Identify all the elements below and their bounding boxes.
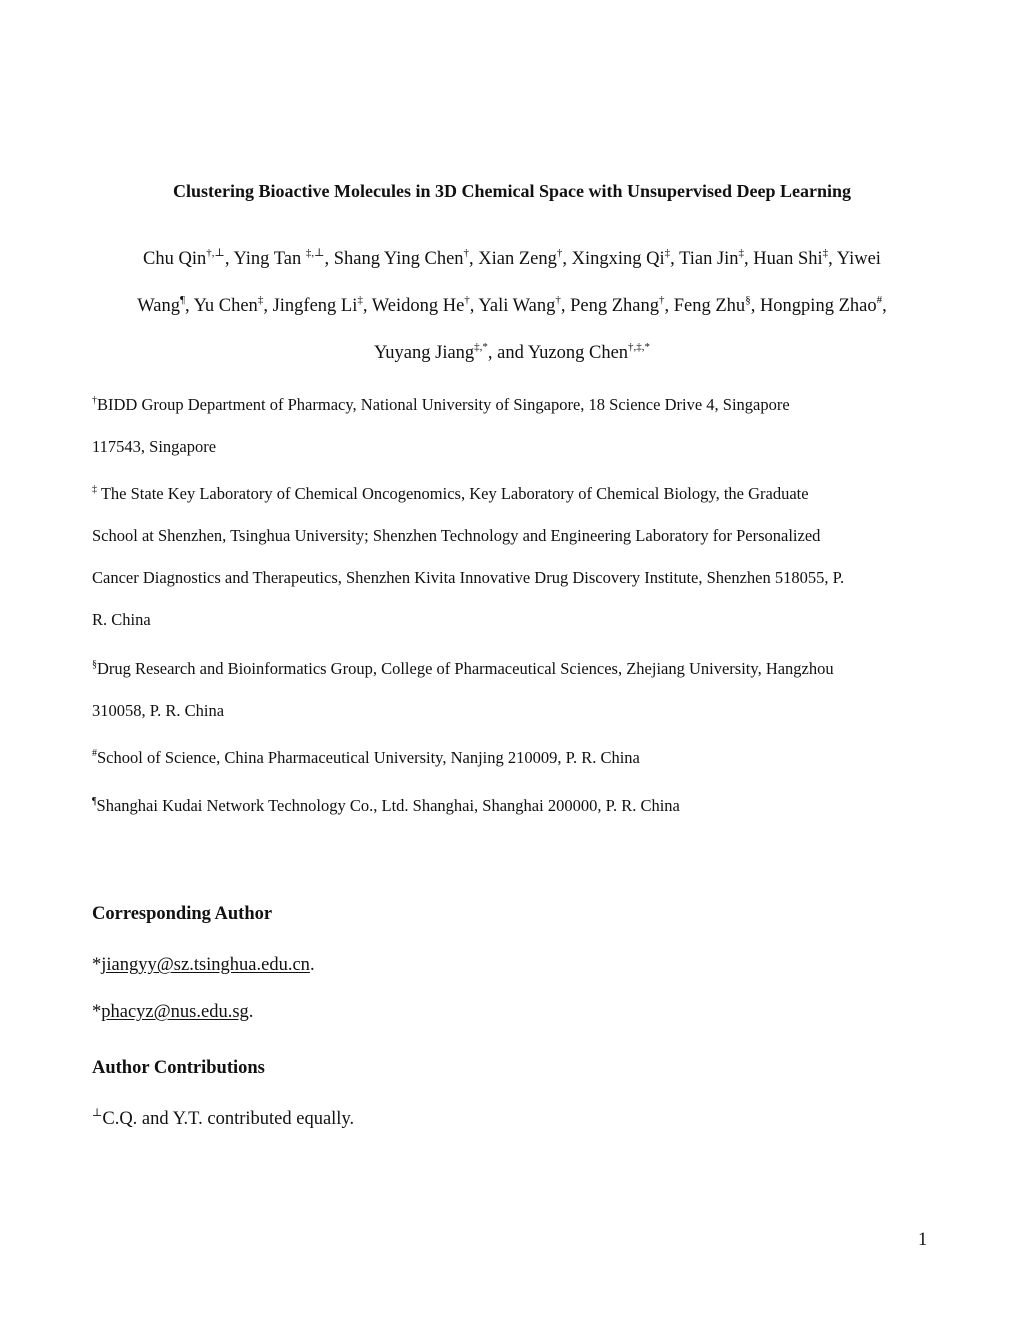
- author-name: Xian Zeng: [478, 249, 557, 269]
- paper-title: Clustering Bioactive Molecules in 3D Chemical Space with Unsupervised Deep Learning: [173, 181, 851, 201]
- affiliation-mark: ¶: [92, 795, 97, 807]
- affiliation-line: [92, 737, 937, 779]
- author-affiliation-mark: ‡,*: [474, 340, 488, 353]
- author-affiliation-mark: ‡: [738, 246, 745, 259]
- affiliation-line: R. China: [92, 610, 151, 629]
- author-name: Weidong He: [371, 296, 465, 316]
- author-name: Shang Ying Chen: [333, 249, 464, 269]
- affiliation-text: School of Science, China Pharmaceutical University, Nanjing 210009, P. R. China: [97, 748, 640, 767]
- affiliation-zhejiang: [92, 648, 937, 732]
- affiliation-nus: [92, 384, 937, 468]
- author-separator: ,: [750, 296, 760, 316]
- author-name: Yuzong Chen: [527, 343, 629, 363]
- affiliation-text: Shanghai Kudai Network Technology Co., Ltd. Shanghai, Shanghai 200000, P. R. China: [96, 796, 680, 815]
- author-name: Huan Shi: [753, 249, 823, 269]
- affiliation-cpu: [92, 737, 937, 779]
- author-line-3: [92, 330, 932, 377]
- email-link[interactable]: phacyz@nus.edu.sg: [101, 1002, 249, 1022]
- affiliation-line: Cancer Diagnostics and Therapeutics, Shenzhen Kivita Innovative Drug Discovery Institute, Shenzhen 518055, P.: [92, 568, 845, 587]
- email-suffix: .: [309, 955, 315, 975]
- author-affiliation-mark: #: [876, 293, 883, 306]
- author-separator: ,: [744, 249, 754, 269]
- author-name: Jingfeng Li: [272, 296, 358, 316]
- affiliation-text: The State Key Laboratory of Chemical Oncogenomics, Key Laboratory of Chemical Biology, the Graduate: [97, 484, 809, 503]
- author-name: Hongping Zhao: [759, 296, 877, 316]
- author-affiliation-mark: †: [659, 293, 665, 306]
- affiliation-line: [92, 648, 937, 690]
- affiliation-kudai: [92, 785, 937, 827]
- affiliation-mark: §: [92, 658, 97, 670]
- author-separator: ,: [469, 296, 479, 316]
- author-affiliation-mark: ‡: [664, 246, 671, 259]
- author-separator: , Yiwei: [828, 249, 881, 269]
- contribution-mark: ⊥: [92, 1106, 103, 1119]
- author-affiliation-mark: †: [555, 293, 561, 306]
- affiliation-line: [92, 473, 937, 515]
- author-affiliation-mark: †: [463, 246, 470, 259]
- affiliation-line: 310058, P. R. China: [92, 701, 225, 720]
- author-separator: ,: [664, 296, 674, 316]
- author-name: Ying Tan: [233, 249, 306, 269]
- author-affiliation-mark: †,⊥: [206, 246, 225, 259]
- author-separator: ,: [469, 249, 479, 269]
- author-affiliation-mark: ‡: [357, 293, 363, 306]
- author-affiliation-mark: §: [745, 293, 751, 306]
- author-affiliation-mark: ‡: [822, 246, 829, 259]
- corresponding-author-heading: Corresponding Author: [92, 904, 273, 924]
- author-list: [92, 236, 932, 377]
- author-name: Wang: [137, 296, 180, 316]
- author-separator: ,: [324, 249, 334, 269]
- affiliation-line: 117543, Singapore: [92, 437, 217, 456]
- author-affiliation-mark: †,‡,*: [628, 340, 651, 353]
- author-name: Xingxing Qi: [571, 249, 665, 269]
- author-contributions-heading: Author Contributions: [92, 1058, 265, 1078]
- author-separator: ,: [224, 249, 234, 269]
- email-line: [92, 1000, 253, 1024]
- email-link[interactable]: jiangyy@sz.tsinghua.edu.cn: [101, 955, 310, 975]
- author-separator: ,: [670, 249, 680, 269]
- author-name: Peng Zhang: [570, 296, 659, 316]
- affiliation-text: BIDD Group Department of Pharmacy, National University of Singapore, 18 Science Drive 4, Singapore: [97, 395, 790, 414]
- affiliation-line: School at Shenzhen, Tsinghua University; Shenzhen Technology and Engineering Laboratory for Personalized: [92, 526, 821, 545]
- author-affiliation-mark: ‡: [257, 293, 264, 306]
- author-name: Chu Qin: [143, 249, 207, 269]
- author-name: Yali Wang: [478, 296, 556, 316]
- author-name: Feng Zhu: [673, 296, 746, 316]
- page-number: 1: [918, 1230, 928, 1250]
- author-separator: ,: [263, 296, 273, 316]
- author-affiliation-mark: ¶: [180, 293, 185, 306]
- affiliation-mark: #: [92, 747, 97, 759]
- author-separator: ,: [362, 296, 372, 316]
- author-affiliation-mark: ‡,⊥: [305, 246, 325, 259]
- author-separator: ,: [882, 296, 887, 316]
- author-name: Tian Jin: [679, 249, 739, 269]
- email-suffix: .: [248, 1002, 254, 1022]
- affiliation-text: Drug Research and Bioinformatics Group, College of Pharmaceutical Sciences, Zhejiang University, Hangzhou: [97, 659, 834, 678]
- affiliation-tsinghua: [92, 473, 937, 641]
- affiliation-mark: ‡: [92, 483, 97, 495]
- author-line-2: [92, 283, 932, 330]
- author-name: Yuyang Jiang: [373, 343, 475, 363]
- author-separator: ,: [184, 296, 194, 316]
- author-separator: ,: [560, 296, 571, 316]
- affiliation-line: [92, 384, 937, 426]
- contribution-text: C.Q. and Y.T. contributed equally.: [102, 1109, 355, 1129]
- author-affiliation-mark: †: [464, 293, 470, 306]
- email-line: [92, 953, 315, 977]
- author-affiliation-mark: †: [556, 246, 563, 259]
- email-prefix: *: [92, 955, 102, 975]
- author-name: Yu Chen: [193, 296, 258, 316]
- author-line-1: [92, 236, 932, 283]
- author-separator: ,: [562, 249, 572, 269]
- author-separator: , and: [487, 343, 528, 363]
- affiliation-line: [92, 785, 937, 827]
- email-prefix: *: [92, 1002, 102, 1022]
- contribution-statement: [92, 1107, 354, 1131]
- affiliation-mark: †: [92, 394, 97, 406]
